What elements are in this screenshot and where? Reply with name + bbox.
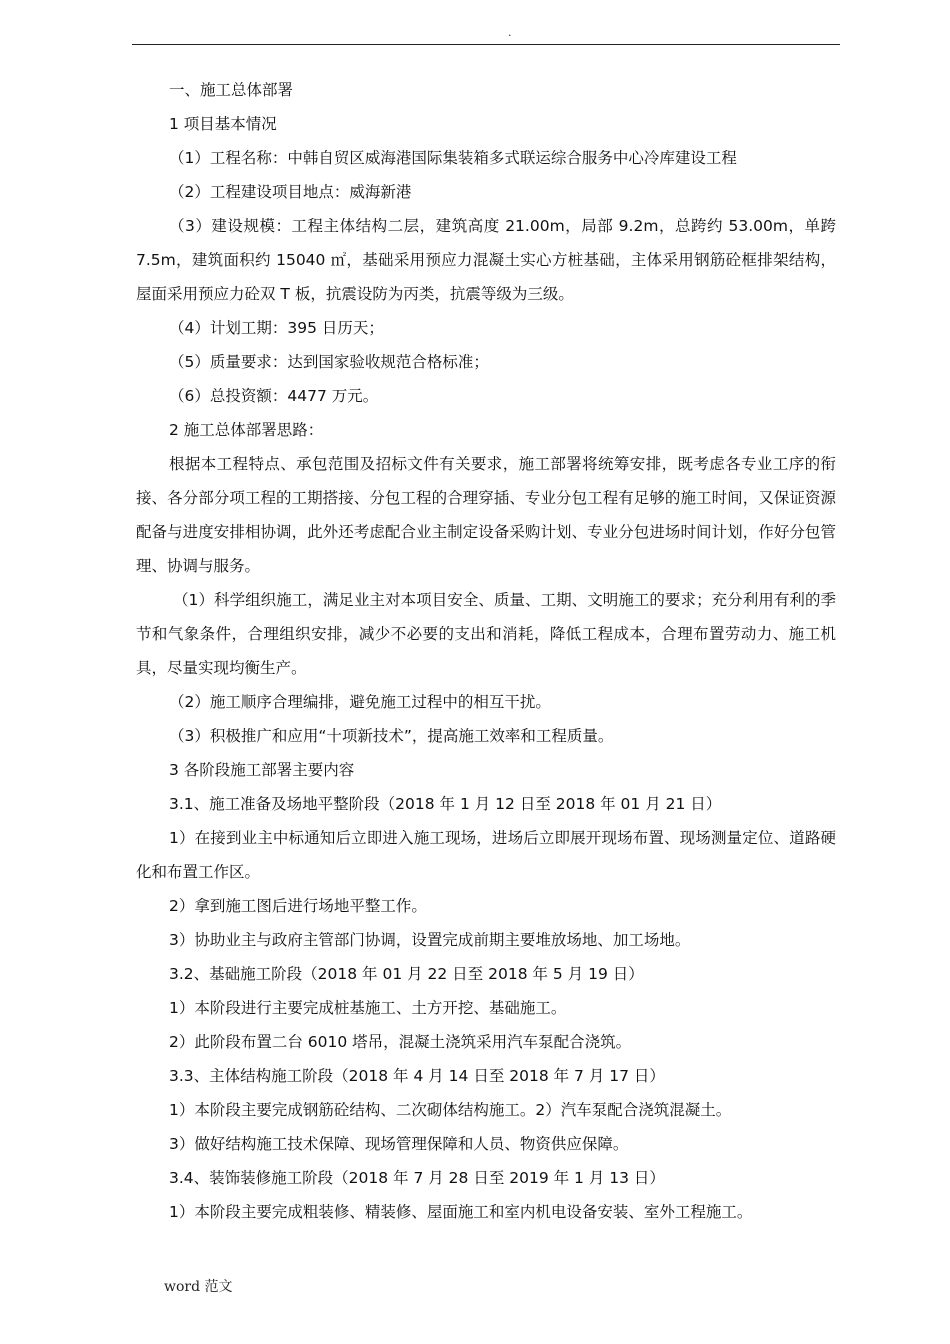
paragraph: （6）总投资额：4477 万元。 [169,387,379,405]
subsection-heading: 2 施工总体部署思路： [169,421,324,439]
paragraph: 3）协助业主与政府主管部门协调，设置完成前期主要堆放场地、加工场地。 [169,931,691,949]
stage-heading: 3.4、装饰装修施工阶段（2018 年 7 月 28 日至 2019 年 1 月 13 日） [169,1169,665,1187]
paragraph: （3）建设规模：工程主体结构二层，建筑高度 21.00m，局部 9.2m，总跨约 53.00m，单跨 7.5m，建筑面积约 15040 ㎡，基础采用预应力混凝土实心方桩基础，主体采用钢筋砼框排架结构，屋面采用预应力砼双 T 板，抗震设防为丙类，抗震等级为三级。 [136,217,836,303]
paragraph: 2）此阶段布置二台 6010 塔吊，混凝土浇筑采用汽车泵配合浇筑。 [169,1033,632,1051]
footer-text: word 范文 [164,1279,233,1295]
paragraph: （4）计划工期：395 日历天； [169,319,384,337]
subsection-heading: 1 项目基本情况 [169,115,277,133]
paragraph: （2）工程建设项目地点：威海新港 [169,183,412,201]
header-rule [132,44,840,45]
paragraph: （3）积极推广和应用“十项新技术”，提高施工效率和工程质量。 [169,727,614,745]
paragraph: （1）工程名称：中韩自贸区威海港国际集装箱多式联运综合服务中心冷库建设工程 [169,149,737,167]
paragraph: 3）做好结构施工技术保障、现场管理保障和人员、物资供应保障。 [169,1135,629,1153]
stage-heading: 3.2、基础施工阶段（2018 年 01 月 22 日至 2018 年 5 月 19 日） [169,965,644,983]
paragraph: 1）本阶段进行主要完成桩基施工、土方开挖、基础施工。 [169,999,567,1017]
paragraph: 1）本阶段主要完成钢筋砼结构、二次砌体结构施工。2）汽车泵配合浇筑混凝土。 [169,1101,732,1119]
paragraph: 2）拿到施工图后进行场地平整工作。 [169,897,427,915]
stage-heading: 3.1、施工准备及场地平整阶段（2018 年 1 月 12 日至 2018 年 01 月 21 日） [169,795,722,813]
paragraph: （1）科学组织施工，满足业主对本项目安全、质量、工期、文明施工的要求；充分利用有利的季节和气象条件，合理组织安排，减少不必要的支出和消耗，降低工程成本，合理布置劳动力、施工机具，尽量实现均衡生产。 [136,591,836,677]
document-body [136,73,836,1229]
paragraph: （2）施工顺序合理编排，避免施工过程中的相互干扰。 [169,693,551,711]
section-heading: 一、施工总体部署 [169,81,294,99]
paragraph: （5）质量要求：达到国家验收规范合格标准； [169,353,489,371]
paragraph: 1）在接到业主中标通知后立即进入施工现场，进场后立即展开现场布置、现场测量定位、道路硬化和布置工作区。 [136,829,836,881]
header-mark: . [508,26,512,39]
paragraph: 1）本阶段主要完成粗装修、精装修、屋面施工和室内机电设备安装、室外工程施工。 [169,1203,753,1221]
paragraph: 根据本工程特点、承包范围及招标文件有关要求，施工部署将统筹安排，既考虑各专业工序的衔接、各分部分项工程的工期搭接、分包工程的合理穿插、专业分包工程有足够的施工时间，又保证资源配备与进度安排相协调，此外还考虑配合业主制定设备采购计划、专业分包进场时间计划，作好分包管理、协调与服务。 [136,455,836,575]
stage-heading: 3.3、主体结构施工阶段（2018 年 4 月 14 日至 2018 年 7 月 17 日） [169,1067,665,1085]
subsection-heading: 3 各阶段施工部署主要内容 [169,761,355,779]
